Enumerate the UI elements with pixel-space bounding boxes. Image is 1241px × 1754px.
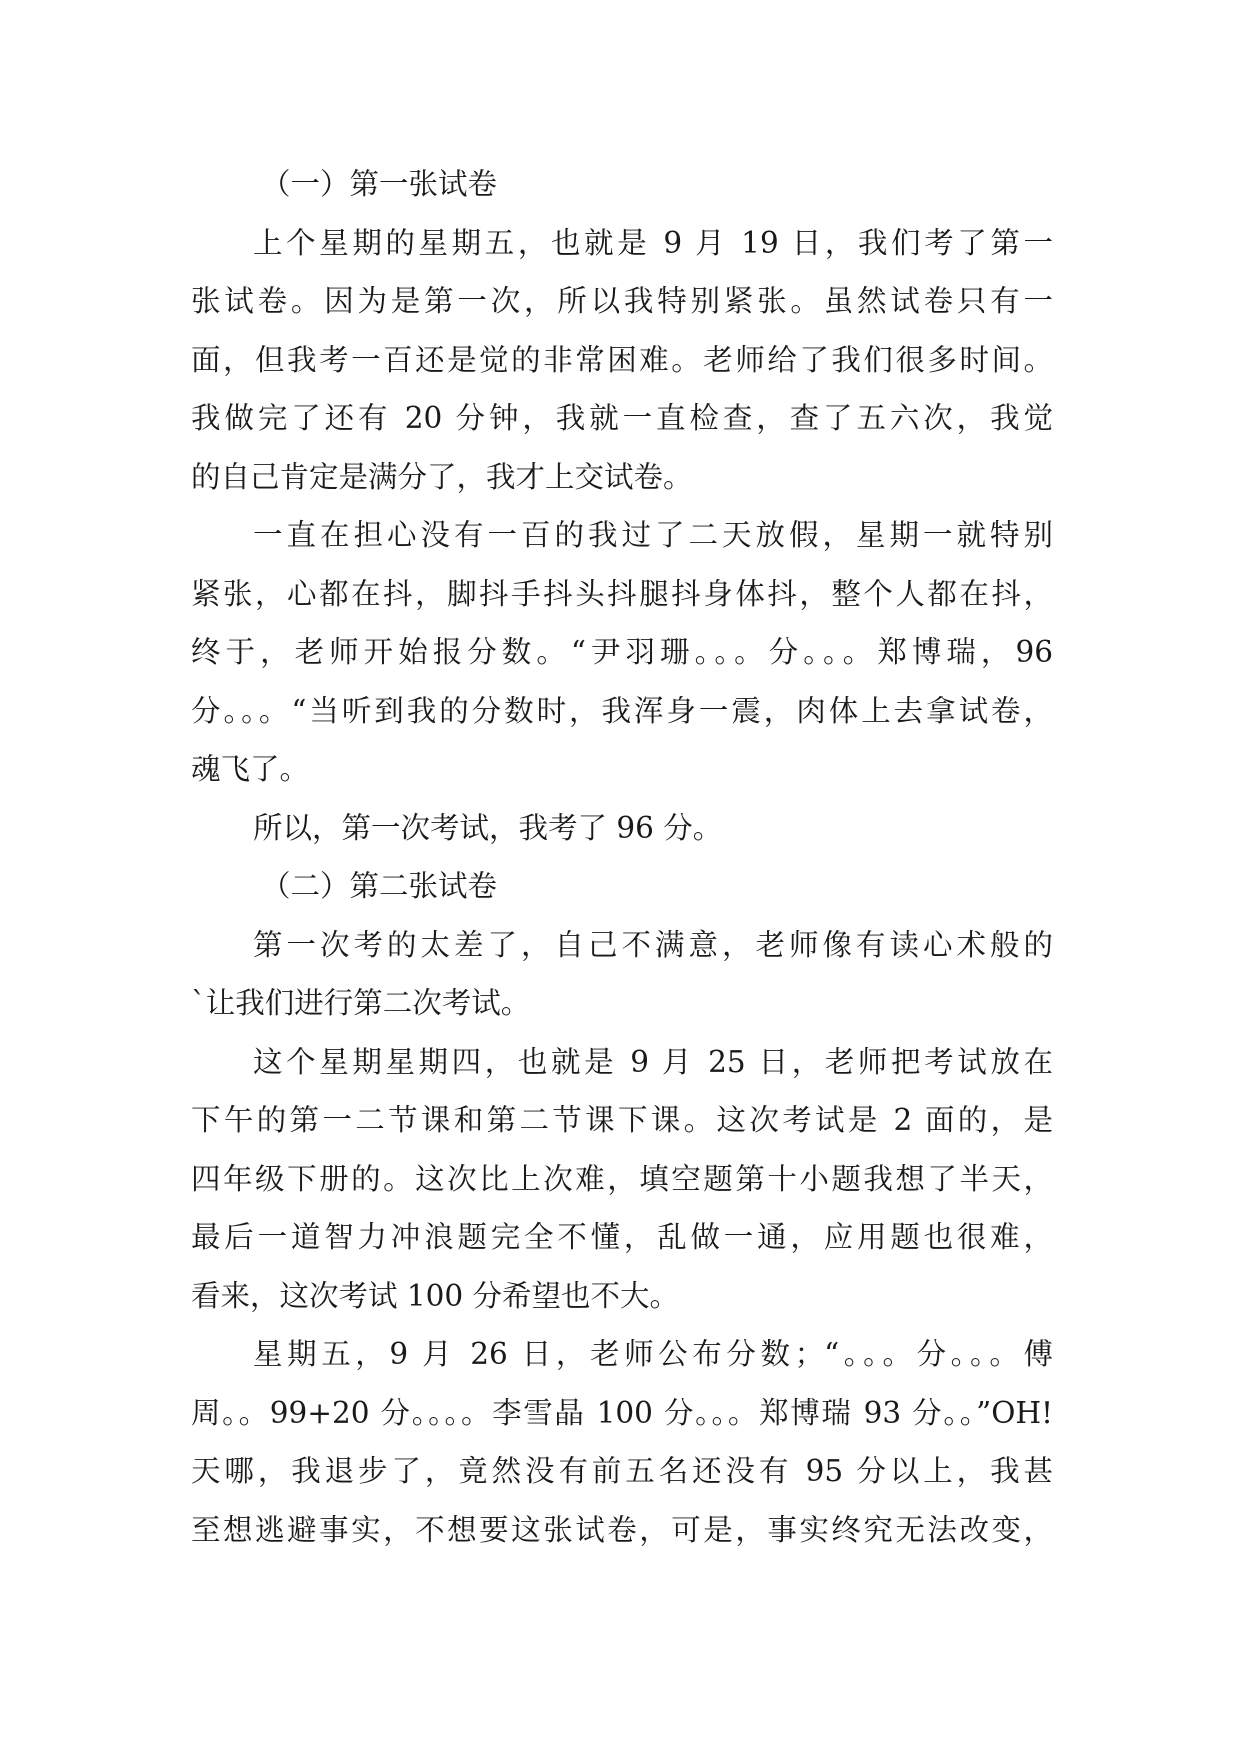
section-heading-1: （一）第一张试卷 [261,167,498,201]
paragraph-line: 张试卷。因为是第一次，所以我特别紧张。虽然试卷只有一 [191,284,1053,318]
paragraph-line: 第一次考的太差了，自己不满意，老师像有读心术般的 [253,927,1053,962]
paragraph-line: 看来，这次考试 100 分希望也不大。 [191,1278,680,1313]
document-body [191,155,1053,1559]
paragraph-line: 下午的第一二节课和第二节课下课。这次考试是 2 面的，是 [191,1103,1053,1137]
paragraph-line: 四年级下册的。这次比上次难，填空题第十小题我想了半天， [191,1161,1053,1196]
paragraph-line: 上个星期的星期五，也就是 9 月 19 日，我们考了第一 [253,225,1053,260]
paragraph-line: 的自己肯定是满分了，我才上交试卷。 [191,459,693,494]
paragraph-line: 一直在担心没有一百的我过了二天放假，星期一就特别 [253,518,1053,552]
paragraph-line: 分。。。“当听到我的分数时，我浑身一震，肉体上去拿试卷， [191,693,1053,728]
paragraph-line: 周。。99+20 分。。。。李雪晶 100 分。。。郑博瑞 93 分。。”OH! [191,1395,1053,1430]
paragraph-line: 天哪，我退步了，竟然没有前五名还没有 95 分以上，我甚 [191,1454,1053,1488]
paragraph-line: 至想逃避事实，不想要这张试卷，可是，事实终究无法改变， [191,1512,1053,1547]
paragraph-line: 我做完了还有 20 分钟，我就一直检查，查了五六次，我觉 [191,401,1053,435]
paragraph-line: 所以，第一次考试，我考了 96 分。 [253,810,723,845]
paragraph-line: `让我们进行第二次考试。 [191,986,531,1020]
paragraph-line: 面，但我考一百还是觉的非常困难。老师给了我们很多时间。 [191,342,1053,377]
paragraph-line: 紧张，心都在抖，脚抖手抖头抖腿抖身体抖，整个人都在抖， [191,576,1053,611]
paragraph-line: 星期五，9 月 26 日，老师公布分数；“。。。分。。。傅 [253,1337,1053,1371]
paragraph-line: 最后一道智力冲浪题完全不懂，乱做一通，应用题也很难， [191,1220,1053,1254]
paragraph-line: 终于，老师开始报分数。“尹羽珊。。。分。。。郑博瑞，96 [191,635,1053,669]
paragraph-line: 这个星期星期四，也就是 9 月 25 日，老师把考试放在 [253,1044,1053,1079]
section-heading-2: （二）第二张试卷 [261,869,498,903]
paragraph-line: 魂飞了。 [191,752,310,786]
